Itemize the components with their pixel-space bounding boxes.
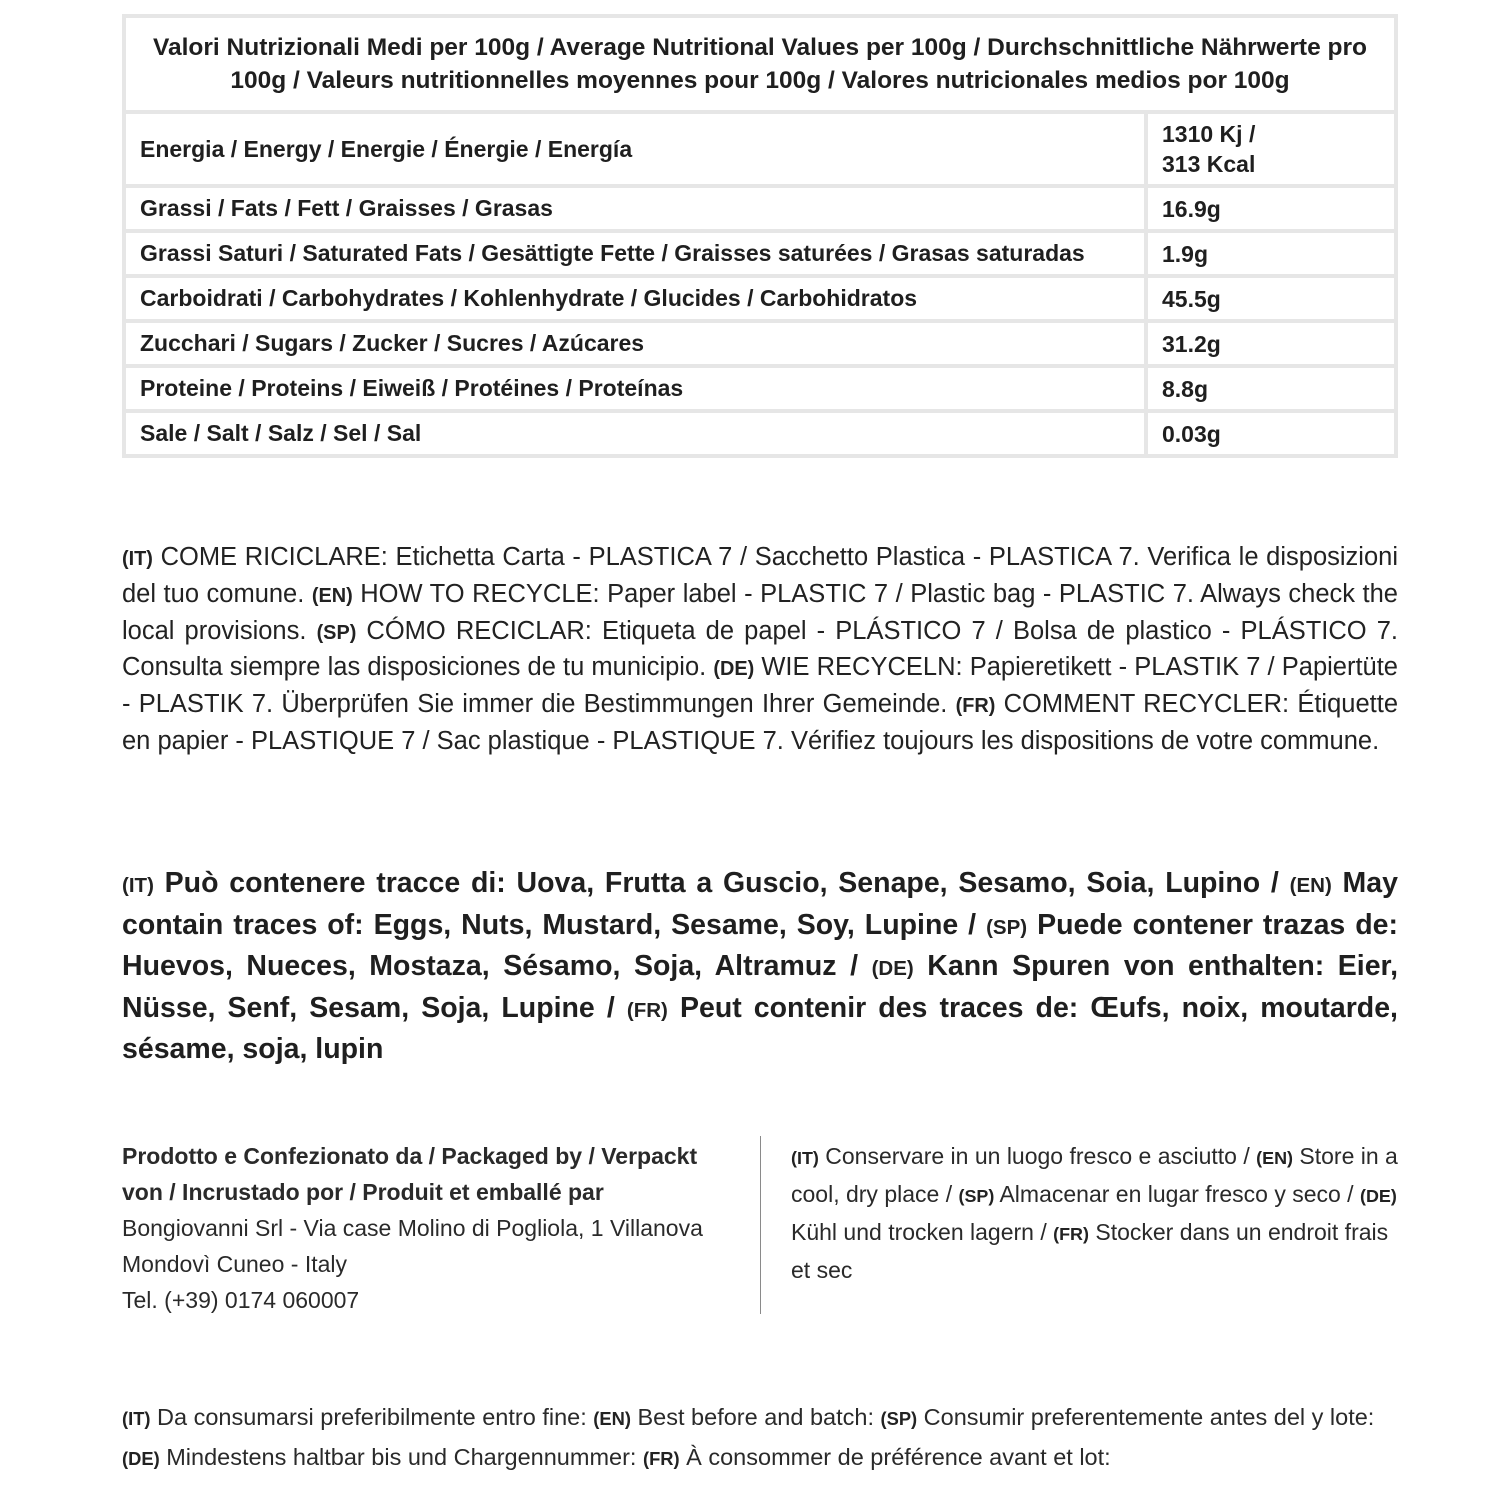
best-before-text: À consommer de préférence avant et lot: bbox=[679, 1444, 1111, 1470]
recycling-text: COME RICICLARE: Etichetta Carta - PLASTICA 7 / Sacchetto Plastica - PLASTICA 7. Verifica le disposizioni del tuo comune. bbox=[122, 543, 1398, 608]
language-tag: (IT) bbox=[122, 874, 154, 897]
language-tag: (DE) bbox=[713, 658, 755, 681]
best-before-text: Da consumarsi preferibilmente entro fine: bbox=[150, 1404, 594, 1430]
allergen-text: May contain traces of: Eggs, Nuts, Mustard, Sesame, Soy, Lupine / bbox=[122, 867, 1398, 941]
table-row bbox=[124, 411, 1396, 456]
language-tag: (EN) bbox=[1289, 874, 1332, 897]
language-tag: (IT) bbox=[122, 548, 153, 570]
language-tag: (FR) bbox=[1053, 1224, 1089, 1244]
nutrition-table bbox=[122, 14, 1398, 458]
table-row bbox=[124, 366, 1396, 411]
nutrient-value: 45.5g bbox=[1146, 276, 1396, 321]
nutrient-label: Carboidrati / Carbohydrates / Kohlenhydrate / Glucides / Carbohidratos bbox=[124, 276, 1146, 321]
best-before-text: Best before and batch: bbox=[630, 1404, 881, 1430]
best-before-info bbox=[122, 1398, 1398, 1478]
allergen-text: Può contenere tracce di: Uova, Frutta a Guscio, Senape, Sesamo, Soia, Lupino / bbox=[153, 867, 1290, 899]
language-tag: (IT) bbox=[791, 1148, 819, 1168]
language-tag: (EN) bbox=[311, 584, 353, 607]
language-tag: (IT) bbox=[122, 1408, 151, 1429]
recycling-instructions bbox=[122, 540, 1398, 759]
nutrient-label: Sale / Salt / Salz / Sel / Sal bbox=[124, 411, 1146, 456]
table-row bbox=[124, 276, 1396, 321]
nutrition-title: Valori Nutrizionali Medi per 100g / Average Nutritional Values per 100g / Durchschnittliche Nährwerte pro 100g / Valeurs nutritionnelles moyennes pour 100g / Valores nutricionales medios por 100g bbox=[124, 16, 1396, 112]
table-row bbox=[124, 186, 1396, 231]
language-tag: (SP) bbox=[958, 1186, 995, 1206]
nutrient-value: 1.9g bbox=[1146, 231, 1396, 276]
language-tag: (FR) bbox=[642, 1448, 680, 1469]
table-row bbox=[124, 112, 1396, 186]
nutrient-label: Zucchari / Sugars / Zucker / Sucres / Azúcares bbox=[124, 321, 1146, 366]
allergen-text: Puede contener trazas de: Huevos, Nueces, Mostaza, Sésamo, Soja, Altramuz / bbox=[122, 908, 1399, 982]
language-tag: (EN) bbox=[593, 1408, 631, 1429]
nutrient-label: Proteine / Proteins / Eiweiß / Protéines / Proteínas bbox=[124, 366, 1146, 411]
producer-address: Bongiovanni Srl - Via case Molino di Pogliola, 1 Villanova Mondovì Cuneo - Italy bbox=[122, 1215, 703, 1277]
allergen-text: Peut contenir des traces de: Œufs, noix, moutarde, sésame, soja, lupin bbox=[122, 991, 1398, 1065]
producer-heading: Prodotto e Confezionato da / Packaged by / Verpackt von / Incrustado por / Produit et emballé par bbox=[122, 1143, 698, 1205]
recycling-text: CÓMO RECICLAR: Etiqueta de papel - PLÁSTICO 7 / Bolsa de plastico - PLÁSTICO 7. Consulta siempre las disposiciones de tu municipio. bbox=[122, 616, 1399, 682]
storage-text: Store in a cool, dry place / bbox=[791, 1143, 1398, 1207]
language-tag: (FR) bbox=[955, 695, 996, 718]
energy-kj: 1310 Kj / bbox=[1162, 121, 1256, 147]
language-tag: (SP) bbox=[986, 915, 1028, 939]
table-row bbox=[124, 231, 1396, 276]
storage-text: Kühl und trocken lagern / bbox=[791, 1219, 1054, 1245]
storage-instructions bbox=[791, 1138, 1399, 1288]
nutrient-label: Energia / Energy / Energie / Énergie / Energía bbox=[124, 112, 1146, 186]
nutrient-value bbox=[1146, 112, 1396, 186]
language-tag: (DE) bbox=[871, 957, 914, 980]
nutrient-label: Grassi Saturi / Saturated Fats / Gesättigte Fette / Graisses saturées / Grasas saturadas bbox=[124, 231, 1146, 276]
best-before-text: Consumir preferentemente antes del y lote: bbox=[917, 1404, 1375, 1430]
recycling-text: HOW TO RECYCLE: Paper label - PLASTIC 7 / Plastic bag - PLASTIC 7. Always check the local provisions. bbox=[122, 579, 1398, 645]
producer-phone: Tel. (+39) 0174 060007 bbox=[122, 1287, 360, 1313]
storage-text: Conservare in un luogo fresco e asciutto / bbox=[818, 1143, 1257, 1169]
language-tag: (DE) bbox=[1359, 1186, 1397, 1206]
language-tag: (EN) bbox=[1256, 1148, 1294, 1168]
nutrient-value: 31.2g bbox=[1146, 321, 1396, 366]
recycling-text: WIE RECYCELN: Papieretikett - PLASTIK 7 / Papiertüte - PLASTIK 7. Überprüfen Sie immer die Bestimmungen Ihrer Gemeinde. bbox=[122, 653, 1398, 719]
language-tag: (SP) bbox=[316, 621, 357, 644]
energy-kcal: 313 Kcal bbox=[1162, 151, 1256, 177]
nutrient-value: 0.03g bbox=[1146, 411, 1396, 456]
best-before-text: Mindestens haltbar bis und Chargennummer: bbox=[159, 1444, 643, 1470]
language-tag: (SP) bbox=[880, 1408, 918, 1429]
table-row bbox=[124, 321, 1396, 366]
producer-info bbox=[122, 1138, 742, 1318]
nutrient-value: 8.8g bbox=[1146, 366, 1396, 411]
recycling-text: COMMENT RECYCLER: Étiquette en papier - PLASTIQUE 7 / Sac plastique - PLASTIQUE 7. Vérifiez toujours les dispositions de votre commune. bbox=[122, 690, 1398, 755]
allergen-text: Kann Spuren von enthalten: Eier, Nüsse, Senf, Sesam, Soja, Lupine / bbox=[122, 950, 1398, 1024]
nutrient-label: Grassi / Fats / Fett / Graisses / Grasas bbox=[124, 186, 1146, 231]
column-divider bbox=[760, 1136, 761, 1314]
allergen-warning bbox=[122, 864, 1398, 1069]
language-tag: (FR) bbox=[626, 998, 668, 1022]
storage-text: Almacenar en lugar fresco y seco / bbox=[994, 1181, 1360, 1207]
storage-text: Stocker dans un endroit frais et sec bbox=[791, 1219, 1389, 1283]
language-tag: (DE) bbox=[122, 1448, 160, 1469]
nutrient-value: 16.9g bbox=[1146, 186, 1396, 231]
